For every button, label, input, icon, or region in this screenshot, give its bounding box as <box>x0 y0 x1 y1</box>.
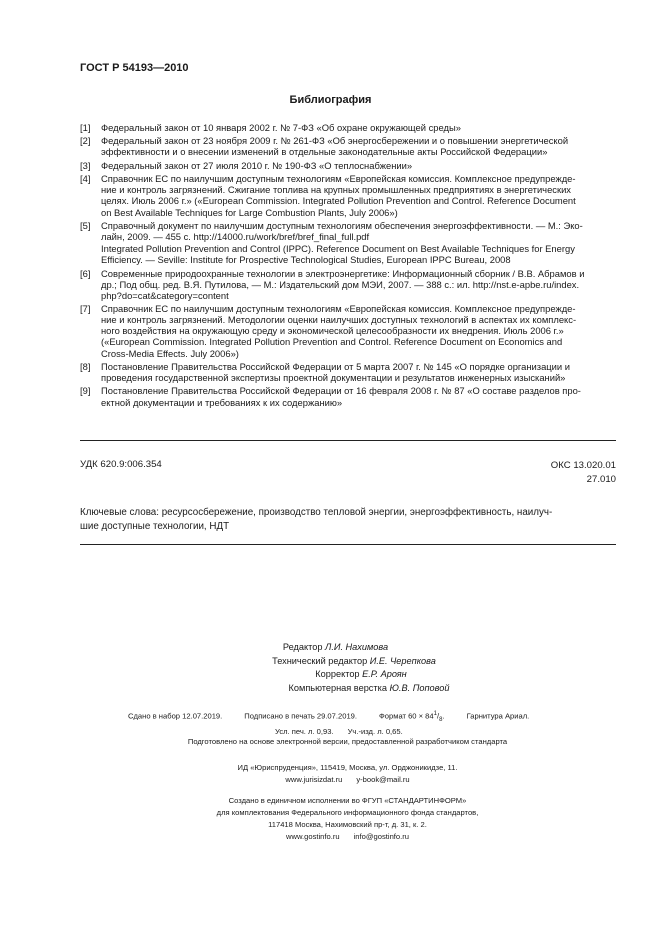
bibliography-entry <box>80 122 616 133</box>
credit-proofreader: Корректор Е.Р. Ароян <box>315 669 407 679</box>
bibliography-list <box>80 122 616 410</box>
udk-code: УДК 620.9:006.354 <box>80 459 162 470</box>
bibliography-entry-line: Постановление Правительства Российской Федерации от 16 февраля 2008 г. № 87 «О составе разделов про- <box>101 385 581 397</box>
bibliography-entry-line: ектной документации и требованиях к их содержанию» <box>101 396 343 408</box>
bibliography-entry-line: проведения государственной экспертизы проектной документации и результатов инженерных изысканий» <box>101 372 566 384</box>
section-divider <box>80 544 616 545</box>
bibliography-entry-line: Справочник ЕС по наилучшим доступным технологиям «Европейская комиссия. Комплексное предупрежде- <box>101 303 576 315</box>
fund-email-link[interactable]: info@gostinfo.ru <box>353 832 410 841</box>
publisher-contacts <box>34 774 661 786</box>
oks-codes <box>551 459 616 487</box>
bibliography-entry-number: [4] <box>80 173 91 185</box>
bibliography-entry-line: целях. Июль 2006 г.» («European Commission. Integrated Pollution Prevention and Control. Reference Document <box>101 195 576 207</box>
bibliography-entry-line: Федеральный закон от 27 июля 2010 г. № 190-ФЗ «О теплоснабжении» <box>101 159 413 171</box>
print-info <box>128 708 529 738</box>
publisher-email-link[interactable]: y-book@mail.ru <box>356 775 410 784</box>
bibliography-entry-text <box>101 361 616 383</box>
keywords-text-continued: шие доступные технологии, НДТ <box>80 521 230 532</box>
bibliography-entry-line: Справочник ЕС по наилучшим доступным технологиям «Европейская комиссия. Комплексное предупрежде- <box>101 173 576 185</box>
publisher-address: ИД «Юриспруденция», 115419, Москва, ул. Орджоникидзе, 11. <box>237 763 458 772</box>
bibliography-entry <box>80 385 616 407</box>
bibliography-entry-number: [6] <box>80 267 91 279</box>
bibliography-entry <box>80 268 616 301</box>
bibliography-entry-line: лайн, 2009. — 455 с. http://14000.ru/work/bref/bref_final_full.pdf <box>101 231 370 243</box>
publisher-info <box>0 762 661 786</box>
bibliography-entry <box>80 135 616 157</box>
bibliography-entry-number: [7] <box>80 303 91 315</box>
bibliography-title: Библиография <box>289 94 372 106</box>
bibliography-entry-line: php?do=cat&category=content <box>101 289 229 301</box>
bibliography-entry-text <box>101 160 616 171</box>
bibliography-entry-line: Cross-Media Effects. July 2006») <box>101 347 239 359</box>
bibliography-entry-text <box>101 268 616 301</box>
bibliography-entry <box>80 173 616 217</box>
bibliography-entry-text <box>101 303 616 358</box>
keywords-text: ресурсосбережение, производство тепловой энергии, энергоэффективность, наилуч- <box>161 507 553 518</box>
bibliography-entry-text <box>101 122 616 133</box>
fund-line-1: Создано в единичном исполнении во ФГУП «СТАНДАРТИНФОРМ» <box>228 796 467 805</box>
fund-site-link[interactable]: www.gostinfo.ru <box>285 832 340 841</box>
credit-editor: Редактор Л.И. Нахимова <box>282 642 389 652</box>
bibliography-entry-text <box>101 385 616 407</box>
oks-code-secondary: 27.010 <box>586 474 616 485</box>
bibliography-entry-line: Федеральный закон от 10 января 2002 г. № 7-ФЗ «Об охране окружающей среды» <box>101 122 461 133</box>
bibliography-entry-line: ние и контроль загрязнений. Методологии оценки наилучших доступных технологий в аспектах их комплекс- <box>101 314 577 326</box>
bibliography-entry-line: Efficiency. — Seville: Institute for Prospective Technological Studies, European IPPC Bureau, 2008 <box>101 254 511 266</box>
section-divider <box>80 440 616 441</box>
keywords-label: Ключевые слова: <box>80 507 159 518</box>
bibliography-entry-line: ного воздействия на окружающую среду и экономической целесообразности их внедрения. Июль 2006 г.» <box>101 325 564 337</box>
fund-info <box>0 795 661 843</box>
bibliography-entry-line: эффективности и о внесении изменений в отдельные законодательные акты Российской Федерации» <box>101 146 548 158</box>
credits-block <box>0 641 661 695</box>
bibliography-entry-text <box>101 135 616 157</box>
bibliography-entry-number: [5] <box>80 219 91 231</box>
bibliography-entry-line: ние и контроль загрязнений. Сжигание топлива на крупных промышленных предприятиях в энергетических <box>101 184 571 196</box>
bibliography-entry-number: [3] <box>80 159 91 171</box>
print-info-row: Усл. печ. л. 0,93. Уч.-изд. л. 0,65. <box>275 727 403 737</box>
bibliography-entry-extra <box>101 243 616 265</box>
source-note: Подготовлено на основе электронной версии, предоставленной разработчиком стандарта <box>187 737 508 746</box>
bibliography-entry <box>80 220 616 265</box>
bibliography-entry-line: Современные природоохранные технологии в электроэнергетике: Информационный сборник / В.В. Абрамов и <box>101 267 585 279</box>
bibliography-entry-text <box>101 173 616 217</box>
bibliography-entry <box>80 160 616 171</box>
bibliography-entry-text <box>101 220 616 265</box>
keywords-block <box>80 506 616 534</box>
bibliography-entry-line: Справочный документ по наилучшим доступным технологиям обеспечения энергоэффективности. — М.: Эко- <box>101 219 583 231</box>
bibliography-entry-line: on Best Available Techniques for Large Combustion Plants, July 2006») <box>101 206 398 218</box>
fund-address: 117418 Москва, Нахимовский пр-т, д. 31, к. 2. <box>268 820 427 829</box>
print-info-row: Сдано в набор 12.07.2019. Подписано в печать 29.07.2019. Формат $60 \times 84^1/_8$. Гарнитура Ариал. <box>128 711 530 724</box>
credit-tech-editor: Технический редактор И.Е. Черепкова <box>272 655 436 666</box>
bibliography-entry-number: [2] <box>80 135 91 147</box>
bibliography-entry-line: Integrated Pollution Prevention and Control (IPPC). Reference Document on Best Available Techniques for Energy <box>101 243 575 255</box>
bibliography-entry-number: [8] <box>80 360 91 372</box>
bibliography-entry <box>80 361 616 383</box>
bibliography-entry-line: Постановление Правительства Российской Федерации от 5 марта 2007 г. № 145 «О порядке организации и <box>101 360 570 372</box>
bibliography-entry-number: [1] <box>80 122 91 133</box>
document-code: ГОСТ Р 54193—2010 <box>80 62 189 74</box>
credit-layout: Компьютерная верстка Ю.В. Поповой <box>288 682 450 693</box>
bibliography-entry-line: («European Commission. Integrated Pollution Prevention and Control. Reference Document on Economics and <box>101 336 563 348</box>
oks-code-primary: ОКС 13.020.01 <box>550 460 616 471</box>
fund-contacts <box>34 831 661 843</box>
publisher-site-link[interactable]: www.jurisizdat.ru <box>285 775 343 784</box>
bibliography-entry-number: [9] <box>80 385 91 397</box>
bibliography-entry-line: Федеральный закон от 23 ноября 2009 г. № 261-ФЗ «Об энергосбережении и о повышении энергетической <box>101 135 569 147</box>
fund-line-2: для комплектования Федерального информационного фонда стандартов, <box>216 808 479 817</box>
bibliography-entry-line: др.; Под общ. ред. В.Я. Путилова, — М.: Издательский дом МЭИ, 2007. — 388 с.: ил. http://nst.e-apbe.ru/index. <box>101 278 580 290</box>
bibliography-entry <box>80 303 616 358</box>
